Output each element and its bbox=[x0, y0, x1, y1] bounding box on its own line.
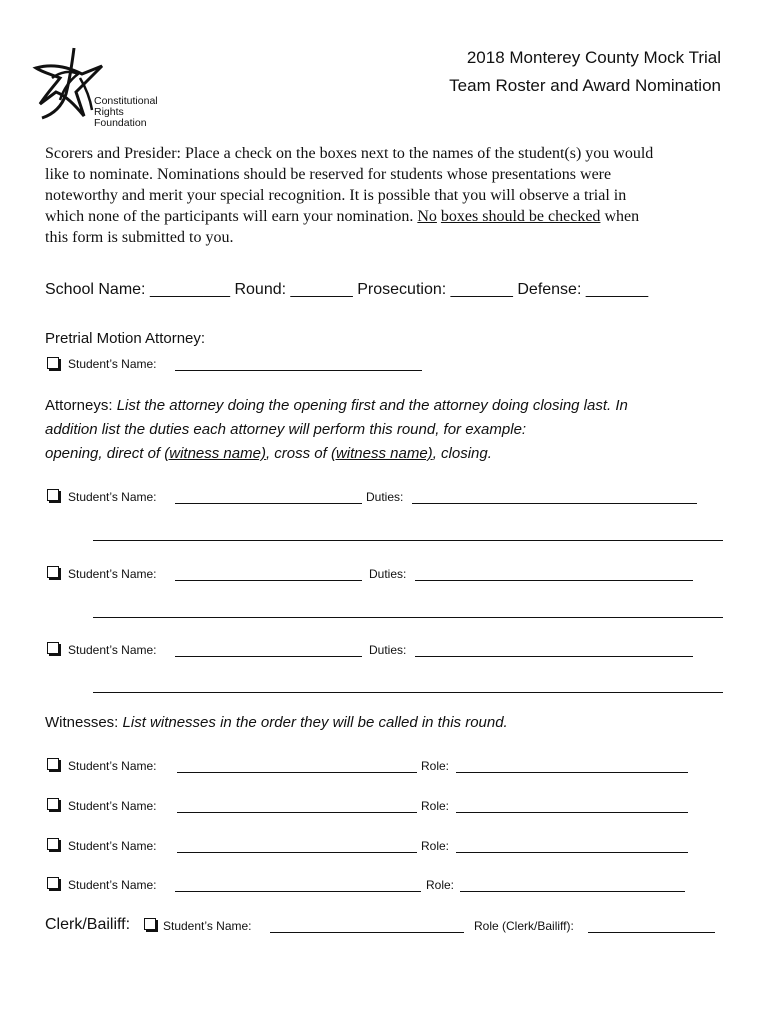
intro-emphasis-no: No bbox=[417, 208, 437, 225]
attorney-student-name-field[interactable] bbox=[175, 580, 362, 581]
page-title: 2018 Monterey County Mock Trial bbox=[466, 48, 721, 67]
attorneys-instructions: List the attorney doing the opening first and the attorney doing closing last. In bbox=[116, 397, 628, 414]
example-witness-name: (witness name) bbox=[330, 445, 433, 462]
role-label: Role: bbox=[426, 878, 455, 892]
witnesses-instructions: List witnesses in the order they will be called in this round. bbox=[122, 714, 508, 731]
duties-label: Duties: bbox=[369, 567, 407, 581]
attorney-duties-continuation-field[interactable] bbox=[93, 692, 723, 693]
witnesses-heading-line bbox=[45, 714, 508, 731]
intro-text: which none of the participants will earn your nomination. bbox=[45, 208, 418, 225]
witness-role-field[interactable] bbox=[456, 852, 688, 853]
intro-line: noteworthy and merit your special recognition. It is possible that you will observe a trial in bbox=[45, 187, 627, 204]
crf-logo bbox=[30, 44, 170, 136]
student-name-label: Student’s Name: bbox=[68, 759, 157, 773]
student-name-label: Student’s Name: bbox=[68, 643, 157, 657]
student-name-label: Student’s Name: bbox=[68, 567, 157, 581]
attorney-duties-field[interactable] bbox=[415, 580, 693, 581]
clerk-bailiff-checkbox[interactable] bbox=[144, 918, 156, 930]
attorneys-heading-line bbox=[45, 397, 628, 414]
witness-role-field[interactable] bbox=[456, 812, 688, 813]
duties-label: Duties: bbox=[366, 490, 404, 504]
witness-role-field[interactable] bbox=[456, 772, 688, 773]
example-text: opening, direct of bbox=[45, 445, 165, 462]
intro-line: Scorers and Presider: Place a check on the boxes next to the names of the student(s) you would bbox=[45, 145, 654, 162]
logo-text-line2: Rights bbox=[94, 106, 124, 118]
attorneys-example bbox=[45, 445, 492, 462]
witness-checkbox[interactable] bbox=[47, 877, 59, 889]
logo-text-line1: Constitutional bbox=[94, 95, 158, 107]
witness-student-name-field[interactable] bbox=[177, 772, 417, 773]
attorney-duties-field[interactable] bbox=[415, 656, 693, 657]
intro-emphasis-boxes: boxes should be checked bbox=[440, 208, 601, 225]
witnesses-heading: Witnesses: bbox=[45, 714, 123, 731]
attorney-checkbox[interactable] bbox=[47, 642, 59, 654]
example-text: , closing. bbox=[432, 445, 492, 462]
pretrial-checkbox[interactable] bbox=[47, 357, 59, 369]
student-name-label: Student’s Name: bbox=[163, 919, 252, 933]
role-label: Role: bbox=[421, 839, 450, 853]
attorneys-instructions: addition list the duties each attorney will perform this round, for example: bbox=[45, 421, 527, 438]
witness-student-name-field[interactable] bbox=[177, 852, 417, 853]
attorneys-heading: Attorneys: bbox=[45, 397, 117, 414]
instructions-paragraph bbox=[45, 143, 735, 248]
attorney-duties-field[interactable] bbox=[412, 503, 697, 504]
student-name-label: Student’s Name: bbox=[68, 490, 157, 504]
pretrial-heading: Pretrial Motion Attorney: bbox=[45, 330, 206, 347]
logo-text-line3: Foundation bbox=[94, 117, 147, 129]
intro-line: this form is submitted to you. bbox=[45, 229, 234, 246]
witness-role-field[interactable] bbox=[460, 891, 685, 892]
pretrial-student-name-field[interactable] bbox=[175, 370, 422, 371]
student-name-label: Student’s Name: bbox=[68, 357, 157, 371]
role-label: Role: bbox=[421, 759, 450, 773]
witness-checkbox[interactable] bbox=[47, 798, 59, 810]
student-name-label: Student’s Name: bbox=[68, 799, 157, 813]
witness-checkbox[interactable] bbox=[47, 758, 59, 770]
clerk-student-name-field[interactable] bbox=[270, 932, 464, 933]
attorney-student-name-field[interactable] bbox=[175, 656, 362, 657]
attorney-duties-continuation-field[interactable] bbox=[93, 617, 723, 618]
witness-student-name-field[interactable] bbox=[175, 891, 421, 892]
duties-label: Duties: bbox=[369, 643, 407, 657]
student-name-label: Student’s Name: bbox=[68, 878, 157, 892]
student-name-label: Student’s Name: bbox=[68, 839, 157, 853]
example-witness-name: (witness name) bbox=[164, 445, 266, 462]
example-text: , cross of bbox=[265, 445, 331, 462]
page-subtitle: Team Roster and Award Nomination bbox=[449, 76, 721, 95]
attorney-checkbox[interactable] bbox=[47, 489, 59, 501]
intro-line: like to nominate. Nominations should be reserved for students whose presentations were bbox=[45, 166, 612, 183]
witness-student-name-field[interactable] bbox=[177, 812, 417, 813]
clerk-role-field[interactable] bbox=[588, 932, 715, 933]
school-round-fields[interactable]: School Name: _________ Round: _______ Prosecution: _______ Defense: _______ bbox=[45, 281, 649, 298]
intro-text: when bbox=[600, 208, 640, 225]
witness-checkbox[interactable] bbox=[47, 838, 59, 850]
attorney-checkbox[interactable] bbox=[47, 566, 59, 578]
role-label: Role: bbox=[421, 799, 450, 813]
attorney-student-name-field[interactable] bbox=[175, 503, 362, 504]
clerk-role-label: Role (Clerk/Bailiff): bbox=[474, 919, 574, 933]
attorney-duties-continuation-field[interactable] bbox=[93, 540, 723, 541]
clerk-bailiff-heading: Clerk/Bailiff: bbox=[45, 916, 131, 933]
intro-line bbox=[45, 206, 735, 227]
